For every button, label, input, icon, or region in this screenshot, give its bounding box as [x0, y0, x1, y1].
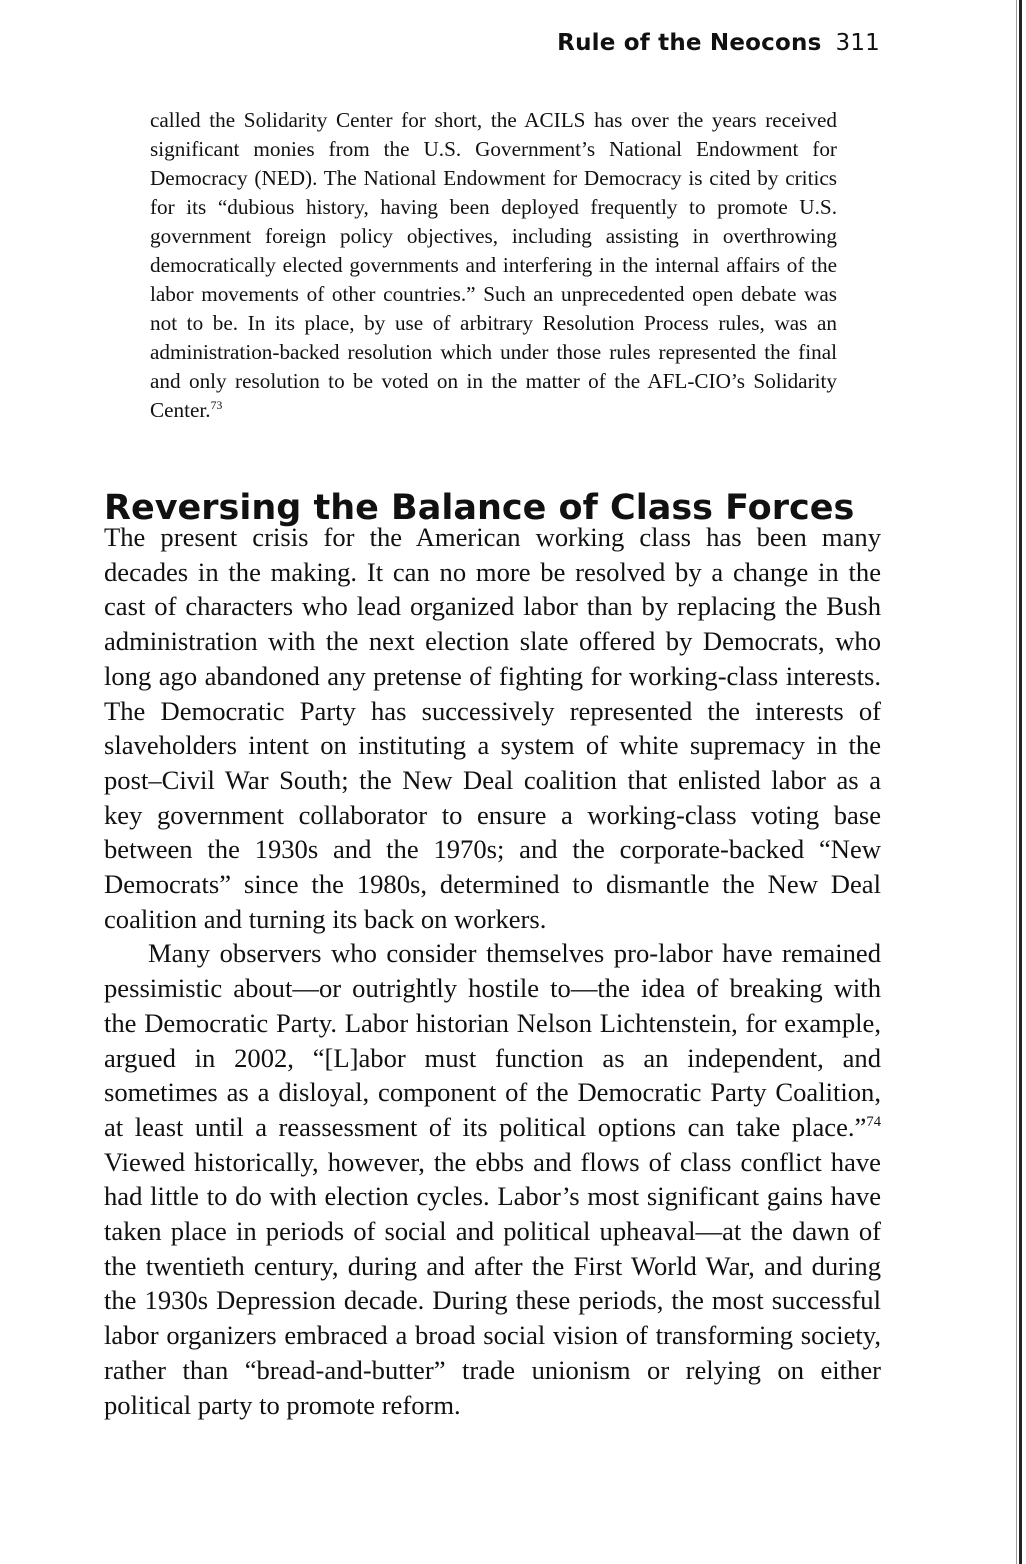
page-number: 311: [835, 30, 880, 56]
block-quote-text: called the Solidarity Center for short, the ACILS has over the years received significant monies from the U.S. Government’s National Endowment for Democracy (NED). The National Endowment for Democracy is cited by critics for its “dubious history, having been deployed frequently to promote U.S. government foreign policy objectives, including assisting in overthrowing democratically elected governments and interfering in the internal affairs of the labor movements of other countries.” Such an unprecedented open debate was not to be. In its place, by use of arbitrary Resolution Process rules, was an administration-backed resolution which under those rules represented the final and only resolution to be voted on in the matter of the AFL-CIO’s Solidarity Center.: [150, 108, 837, 422]
body-text: [104, 520, 881, 1422]
footnote-marker: 73: [210, 398, 223, 412]
running-head: [557, 30, 880, 56]
paragraph: [104, 936, 881, 1422]
paragraph-text: Viewed historically, however, the ebbs and flows of class conflict have had little to do with election cycles. Labor’s most significant gains have taken place in periods of social and political upheaval—at the dawn of the twentieth century, during and after the First World War, and during the 1930s Depression decade. During these periods, the most successful labor organizers embraced a broad social vision of transforming society, rather than “bread-and-butter” trade unionism or relying on either political party to promote reform.: [104, 1146, 881, 1420]
running-title: Rule of the Neocons: [557, 30, 822, 56]
section-heading: Reversing the Balance of Class Forces: [104, 488, 855, 528]
page-edge: [1019, 0, 1022, 1564]
paragraph: The present crisis for the American working class has been many decades in the making. It can no more be resolved by a change in the cast of characters who lead organized labor than by replacing the Bush administration with the next election slate offered by Democrats, who long ago abandoned any pretense of fighting for working-class interests. The Democratic Party has successively represented the interests of slaveholders intent on instituting a system of white supremacy in the post–Civil War South; the New Deal coalition that enlisted labor as a key government collaborator to ensure a working-class voting base between the 1930s and the 1970s; and the corporate-backed “New Democrats” since the 1980s, determined to dismantle the New Deal coalition and turning its back on workers.: [104, 522, 881, 934]
footnote-marker: 74: [866, 1114, 881, 1131]
block-quote: [150, 106, 837, 425]
page-edge-shadow: [1016, 0, 1017, 1564]
paragraph-text: Many observers who consider themselves pro-labor have remained pessimistic about—or outrightly hostile to—the idea of breaking with the Democratic Party. Labor historian Nelson Lichtenstein, for example, argued in 2002, “[L]abor must function as an independent, and sometimes as a disloyal, component of the Democratic Party Coalition, at least until a reassessment of its political options can take place.”: [104, 938, 881, 1142]
